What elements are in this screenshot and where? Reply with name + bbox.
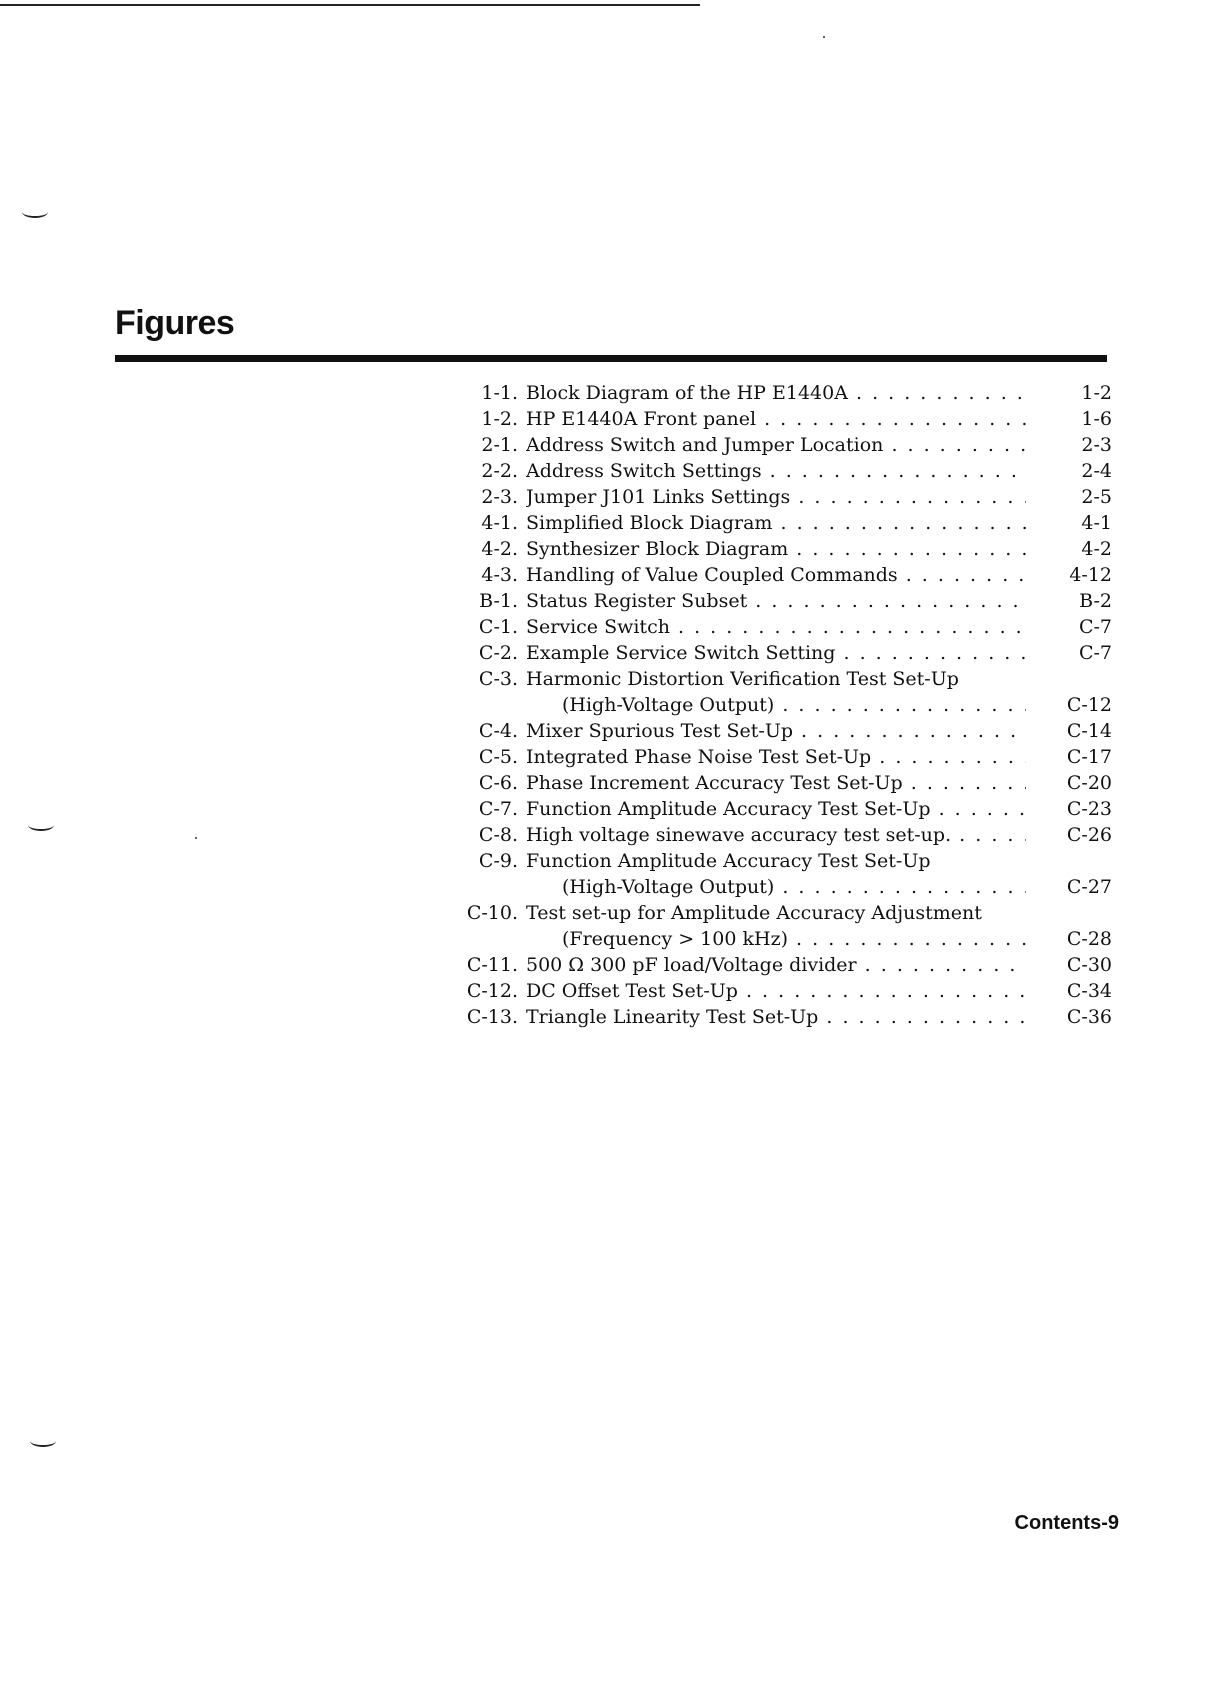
scan-speck (823, 36, 825, 38)
figure-entry[interactable] (440, 614, 1112, 640)
figure-page: C-27 (1066, 876, 1112, 898)
figure-entry-continuation[interactable] (440, 926, 1112, 952)
figure-title: Address Switch Settings . . . (526, 458, 1026, 484)
figure-title-continuation: (Frequency > 100 kHz) . . . (562, 926, 1026, 952)
figure-entry[interactable] (440, 484, 1112, 510)
binder-hole-mark (22, 206, 48, 218)
figure-entry[interactable] (440, 900, 1112, 926)
figure-number: 2-2. (481, 460, 518, 482)
figure-number: C-8. (478, 824, 518, 846)
figure-title-continuation: (High-Voltage Output) . . . (562, 692, 1026, 718)
figure-page: C-28 (1066, 928, 1112, 950)
figure-number: C-11. (466, 954, 518, 976)
figure-entry[interactable] (440, 744, 1112, 770)
figure-entry[interactable] (440, 406, 1112, 432)
title-rule (115, 355, 1107, 362)
figure-page: 1-6 (1081, 408, 1112, 430)
figure-entry[interactable] (440, 796, 1112, 822)
figure-page: C-14 (1066, 720, 1112, 742)
top-rule (0, 4, 700, 6)
figure-entry[interactable] (440, 978, 1112, 1004)
figure-title: Simplified Block Diagram . . . (526, 510, 1026, 536)
figure-number: C-1. (478, 616, 518, 638)
figure-number: C-9. (478, 850, 518, 872)
figure-title: Integrated Phase Noise Test Set-Up . . . (526, 744, 1026, 770)
figure-title: HP E1440A Front panel . . . (526, 406, 1026, 432)
figure-page: 2-4 (1081, 460, 1112, 482)
figure-title: Mixer Spurious Test Set-Up . . . (526, 718, 1026, 744)
figure-number: C-5. (478, 746, 518, 768)
figure-title: Service Switch . . . (526, 614, 1026, 640)
figure-page: C-20 (1066, 772, 1112, 794)
figure-entry[interactable] (440, 536, 1112, 562)
figure-entry[interactable] (440, 718, 1112, 744)
figure-number: C-7. (478, 798, 518, 820)
figure-title: Address Switch and Jumper Location . . . (526, 432, 1026, 458)
figure-number: C-6. (478, 772, 518, 794)
figure-entry[interactable] (440, 952, 1112, 978)
figure-title: Harmonic Distortion Verification Test Set-Up (526, 668, 959, 690)
figure-title: Example Service Switch Setting . . . (526, 640, 1026, 666)
figure-page: C-30 (1066, 954, 1112, 976)
figure-page: C-34 (1066, 980, 1112, 1002)
figure-entry[interactable] (440, 822, 1112, 848)
figure-entry[interactable] (440, 562, 1112, 588)
figure-title: Block Diagram of the HP E1440A . . . (526, 380, 1026, 406)
figure-entry-continuation[interactable] (440, 692, 1112, 718)
figure-page: 2-3 (1081, 434, 1112, 456)
figure-number: 1-2. (481, 408, 518, 430)
figure-page: C-12 (1066, 694, 1112, 716)
figure-title: Status Register Subset . . . (526, 588, 1026, 614)
figure-title-continuation: (High-Voltage Output) . . . (562, 874, 1026, 900)
figure-number: 4-2. (481, 538, 518, 560)
figures-list (440, 380, 1112, 1030)
figure-number: C-13. (466, 1006, 518, 1028)
figure-entry[interactable] (440, 1004, 1112, 1030)
figure-entry-continuation[interactable] (440, 874, 1112, 900)
figure-page: 1-2 (1081, 382, 1112, 404)
figure-title: Phase Increment Accuracy Test Set-Up . . . (526, 770, 1026, 796)
figure-entry[interactable] (440, 848, 1112, 874)
binder-hole-mark (28, 819, 54, 831)
binder-hole-mark (30, 1435, 56, 1447)
figure-title: DC Offset Test Set-Up . . . (526, 978, 1026, 1004)
figure-entry[interactable] (440, 380, 1112, 406)
figure-page: C-7 (1078, 616, 1112, 638)
figure-number: 2-3. (481, 486, 518, 508)
figure-title: Function Amplitude Accuracy Test Set-Up . . . (526, 796, 1026, 822)
figure-title: Handling of Value Coupled Commands . . . (526, 562, 1026, 588)
figure-entry[interactable] (440, 640, 1112, 666)
scan-speck (195, 837, 197, 839)
figure-number: 1-1. (481, 382, 518, 404)
figure-entry[interactable] (440, 432, 1112, 458)
figure-title: Jumper J101 Links Settings . . . (526, 484, 1026, 510)
figure-title: Test set-up for Amplitude Accuracy Adjustment (526, 902, 982, 924)
figure-page: 4-1 (1081, 512, 1112, 534)
figure-entry[interactable] (440, 510, 1112, 536)
figure-number: C-3. (478, 668, 518, 690)
figure-entry[interactable] (440, 770, 1112, 796)
page-footer: Contents-9 (1014, 1512, 1119, 1534)
figure-number: B-1. (479, 590, 518, 612)
figure-number: C-4. (478, 720, 518, 742)
figure-title: High voltage sinewave accuracy test set-up. . . . (526, 822, 1026, 848)
figure-number: C-10. (466, 902, 518, 924)
figure-page: C-17 (1066, 746, 1112, 768)
figure-page: C-26 (1066, 824, 1112, 846)
figure-number: 4-3. (481, 564, 518, 586)
figure-page: C-7 (1078, 642, 1112, 664)
figure-entry[interactable] (440, 666, 1112, 692)
figure-page: 4-2 (1081, 538, 1112, 560)
figure-number: C-12. (466, 980, 518, 1002)
figure-title: Function Amplitude Accuracy Test Set-Up (526, 850, 931, 872)
figure-number: 2-1. (481, 434, 518, 456)
figure-number: 4-1. (481, 512, 518, 534)
figure-number: C-2. (478, 642, 518, 664)
figure-title: Triangle Linearity Test Set-Up . . . (526, 1004, 1026, 1030)
figure-entry[interactable] (440, 458, 1112, 484)
figure-page: 4-12 (1069, 564, 1112, 586)
figure-page: C-36 (1066, 1006, 1112, 1028)
figure-page: 2-5 (1081, 486, 1112, 508)
figure-entry[interactable] (440, 588, 1112, 614)
figure-page: C-23 (1066, 798, 1112, 820)
figure-title: 500 Ω 300 pF load/Voltage divider . . . (526, 952, 1026, 978)
figure-title: Synthesizer Block Diagram . . . (526, 536, 1026, 562)
figure-page: B-2 (1079, 590, 1112, 612)
section-title: Figures (115, 304, 235, 342)
